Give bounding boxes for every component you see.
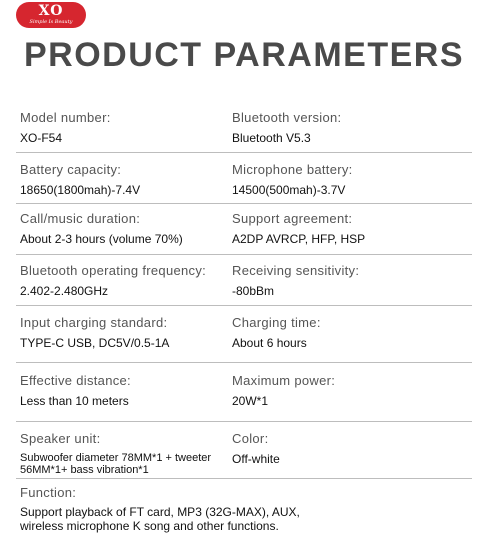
param-receiving-sensitivity	[232, 263, 359, 299]
param-value: 18650(1800mah)-7.4V	[20, 183, 141, 197]
param-label: Model number:	[20, 110, 111, 125]
param-value: A2DP AVRCP, HFP, HSP	[232, 232, 366, 246]
param-label: Support agreement:	[232, 211, 353, 226]
param-value: About 6 hours	[232, 336, 307, 350]
param-model-number	[20, 110, 111, 146]
divider	[16, 478, 472, 479]
brand-logo	[16, 2, 86, 28]
param-bluetooth-frequency	[20, 263, 206, 299]
param-label: Microphone battery:	[232, 162, 353, 177]
param-label: Battery capacity:	[20, 162, 122, 177]
param-value: TYPE-C USB, DC5V/0.5-1A	[20, 336, 170, 350]
divider	[16, 254, 472, 255]
param-charging-time	[232, 315, 321, 351]
param-label: Function:	[20, 485, 77, 500]
param-value: Less than 10 meters	[20, 394, 129, 408]
param-value: Support playback of FT card, MP3 (32G-MAX), AUX, wireless microphone K song and other functions.	[20, 505, 300, 533]
param-battery-capacity	[20, 162, 140, 198]
divider	[16, 362, 472, 363]
param-value: XO-F54	[20, 131, 63, 145]
param-label: Bluetooth operating frequency:	[20, 263, 207, 278]
param-color	[232, 431, 280, 467]
param-call-music-duration	[20, 211, 183, 247]
brand-tagline: Simple Is Beauty	[29, 19, 73, 25]
param-value: Subwoofer diameter 78MM*1 + tweeter 56MM*1+ bass vibration*1	[20, 452, 212, 476]
param-bluetooth-version	[232, 110, 341, 146]
param-effective-distance	[20, 373, 131, 409]
param-value: 14500(500mah)-3.7V	[232, 183, 346, 197]
param-label: Bluetooth version:	[232, 110, 342, 125]
param-value: 2.402-2.480GHz	[20, 284, 109, 298]
param-support-agreement	[232, 211, 365, 247]
param-value: Off-white	[232, 452, 280, 466]
param-maximum-power	[232, 373, 335, 409]
divider	[16, 305, 472, 306]
brand-mark: XO	[38, 3, 64, 19]
divider	[16, 203, 472, 204]
param-label: Input charging standard:	[20, 315, 168, 330]
param-speaker-unit	[20, 431, 220, 476]
param-value: Bluetooth V5.3	[232, 131, 311, 145]
divider	[16, 152, 472, 153]
param-value: About 2-3 hours (volume 70%)	[20, 232, 183, 246]
param-value: 20W*1	[232, 394, 269, 408]
param-value: -80bBm	[232, 284, 275, 298]
param-label: Color:	[232, 431, 269, 446]
param-label: Receiving sensitivity:	[232, 263, 360, 278]
page-title: PRODUCT PARAMETERS	[23, 36, 465, 74]
divider	[16, 421, 472, 422]
param-input-charging	[20, 315, 169, 351]
param-label: Speaker unit:	[20, 431, 101, 446]
param-microphone-battery	[232, 162, 353, 198]
param-function	[20, 485, 330, 533]
param-label: Maximum power:	[232, 373, 336, 388]
param-label: Call/music duration:	[20, 211, 141, 226]
param-label: Charging time:	[232, 315, 321, 330]
param-label: Effective distance:	[20, 373, 131, 388]
